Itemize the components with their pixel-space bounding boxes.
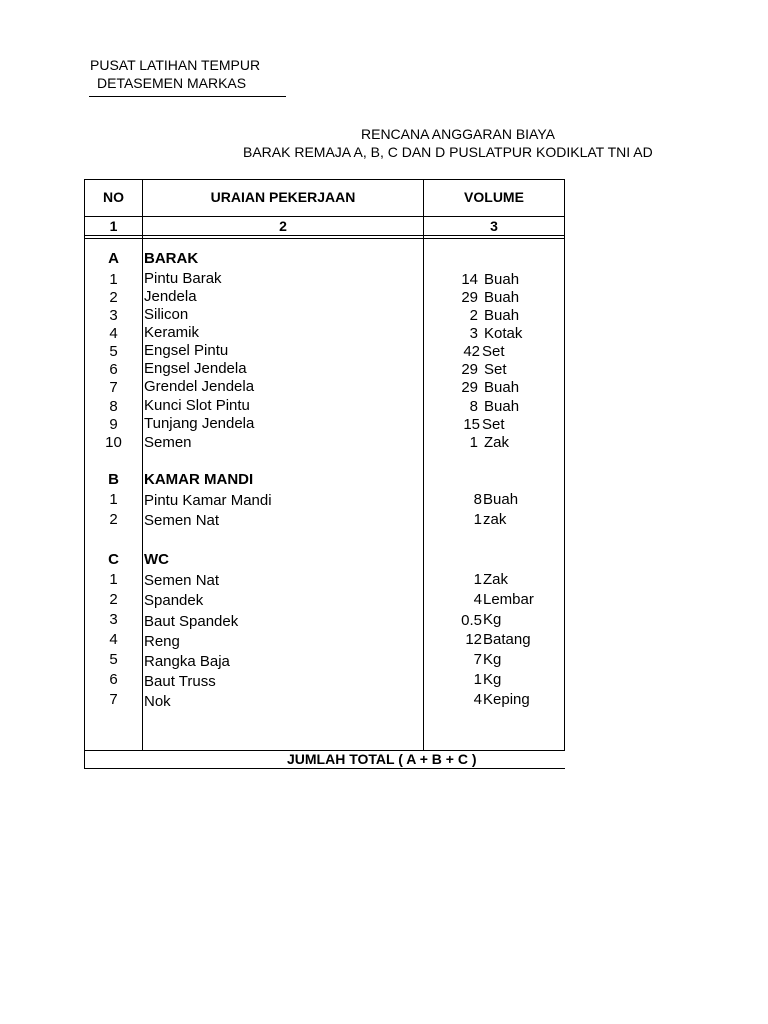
section-c-code: C — [108, 551, 119, 568]
col-divider-no — [142, 179, 143, 751]
col-divider-volume — [564, 179, 565, 751]
row-qty: 29 — [461, 289, 478, 306]
row-desc: Jendela — [144, 288, 197, 305]
row-unit: Buah — [484, 271, 520, 288]
row-unit: Set — [484, 361, 507, 378]
total-label: JUMLAH TOTAL ( A + B + C ) — [287, 751, 477, 767]
row-desc: Tunjang Jendela — [144, 415, 255, 432]
row-no: 3 — [109, 307, 118, 324]
row-unit: Buah — [484, 307, 520, 324]
row-qty: 1 — [473, 671, 482, 688]
header-number-1: 1 — [109, 218, 118, 234]
row-no: 1 — [109, 571, 118, 588]
row-no: 6 — [109, 671, 118, 688]
row-unit: Batang — [483, 631, 531, 648]
row-no: 3 — [109, 611, 118, 628]
row-qty: 4 — [473, 691, 482, 708]
header-number-3: 3 — [490, 218, 498, 234]
row-desc: Semen Nat — [144, 572, 220, 589]
row-qty: 29 — [461, 379, 478, 396]
row-no: 2 — [109, 591, 118, 608]
row-desc: Engsel Pintu — [144, 342, 229, 359]
row-qty: 14 — [461, 271, 478, 288]
row-desc: Baut Truss — [144, 673, 216, 690]
document-subtitle-clip — [240, 144, 653, 164]
row-unit: Keping — [483, 691, 530, 708]
document-title: RENCANA ANGGARAN BIAYA — [361, 126, 555, 142]
row-desc: Grendel Jendela — [144, 378, 255, 395]
row-unit: Lembar — [483, 591, 534, 608]
number-row-divider-2 — [84, 238, 565, 239]
row-no: 1 — [109, 491, 118, 508]
section-a-title: BARAK — [144, 250, 199, 267]
row-desc: Semen Nat — [144, 512, 220, 529]
row-unit: Kg — [483, 611, 502, 628]
header-number-2: 2 — [279, 218, 287, 234]
row-qty: 0.5 — [461, 612, 482, 629]
row-desc: Rangka Baja — [144, 653, 230, 670]
row-qty: 8 — [469, 398, 478, 415]
row-qty: 42 — [463, 343, 480, 360]
row-desc: Nok — [144, 693, 171, 710]
row-qty: 7 — [473, 651, 482, 668]
row-unit: Set — [482, 343, 505, 360]
table-top-border — [84, 179, 565, 180]
row-no: 5 — [109, 651, 118, 668]
row-qty: 1 — [469, 434, 478, 451]
row-no: 1 — [109, 271, 118, 288]
header-divider — [84, 216, 565, 217]
row-desc: Pintu Kamar Mandi — [144, 492, 272, 509]
row-qty: 3 — [469, 325, 478, 342]
row-desc: Silicon — [144, 306, 189, 323]
row-unit: Zak — [484, 434, 510, 451]
row-unit: Kg — [483, 671, 502, 688]
row-no: 6 — [109, 361, 118, 378]
row-desc: Semen — [144, 434, 192, 451]
header-no: NO — [103, 189, 124, 205]
row-no: 7 — [109, 379, 118, 396]
number-row-divider-1 — [84, 235, 565, 236]
header-uraian: URAIAN PEKERJAAN — [210, 189, 356, 205]
row-qty: 29 — [461, 361, 478, 378]
row-qty: 1 — [473, 511, 482, 528]
row-unit: Buah — [484, 398, 520, 415]
section-b-title: KAMAR MANDI — [144, 471, 254, 488]
row-unit: Kotak — [484, 325, 523, 342]
row-no: 9 — [109, 416, 118, 433]
row-unit: Buah — [483, 491, 519, 508]
org-line-1: PUSAT LATIHAN TEMPUR — [90, 57, 261, 73]
row-desc: Keramik — [144, 324, 200, 341]
row-unit: zak — [483, 511, 507, 528]
row-unit: Kg — [483, 651, 502, 668]
col-divider-uraian — [423, 179, 424, 751]
row-no: 4 — [109, 325, 118, 342]
row-qty: 2 — [469, 307, 478, 324]
row-unit: Zak — [483, 571, 509, 588]
row-no: 2 — [109, 289, 118, 306]
row-unit: Set — [482, 416, 505, 433]
row-desc: Engsel Jendela — [144, 360, 247, 377]
row-desc: Reng — [144, 633, 180, 650]
section-a-code: A — [108, 250, 119, 267]
org-underline — [89, 96, 286, 97]
row-qty: 4 — [473, 591, 482, 608]
org-line-2: DETASEMEN MARKAS — [97, 75, 247, 91]
row-no: 10 — [105, 434, 122, 451]
row-no: 5 — [109, 343, 118, 360]
row-desc: Kunci Slot Pintu — [144, 397, 250, 414]
row-qty: 8 — [473, 491, 482, 508]
row-desc: Pintu Barak — [144, 270, 222, 287]
row-qty: 1 — [473, 571, 482, 588]
row-unit: Buah — [484, 379, 520, 396]
row-no: 8 — [109, 398, 118, 415]
row-no: 2 — [109, 511, 118, 528]
total-row — [85, 751, 565, 769]
document-subtitle: BARAK REMAJA A, B, C DAN D PUSLATPUR KODIKLAT TNI AD — [243, 144, 653, 160]
header-volume: VOLUME — [464, 189, 524, 205]
row-no: 4 — [109, 631, 118, 648]
row-desc: Baut Spandek — [144, 613, 239, 630]
row-qty: 15 — [463, 416, 480, 433]
row-unit: Buah — [484, 289, 520, 306]
row-qty: 12 — [465, 631, 482, 648]
section-c-title: WC — [144, 551, 169, 568]
row-desc: Spandek — [144, 592, 204, 609]
row-no: 7 — [109, 691, 118, 708]
section-b-code: B — [108, 471, 119, 488]
